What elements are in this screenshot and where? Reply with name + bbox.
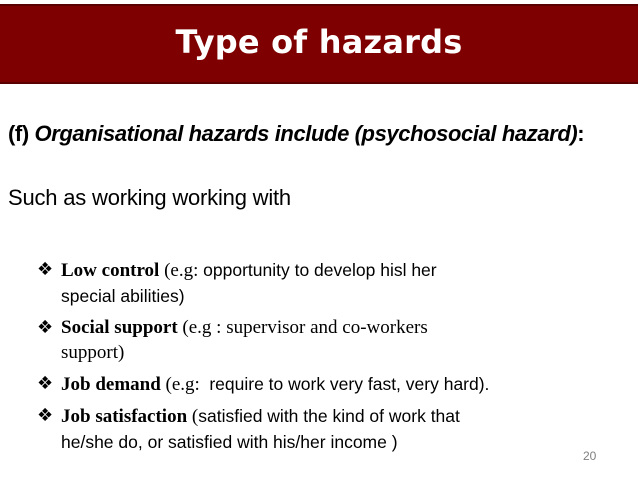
heading-prefix: (f): [8, 121, 35, 146]
bullet-text-line2: he/she do, or satisfied with his/her income ): [61, 432, 398, 452]
bullet-item-job-demand: [37, 372, 627, 398]
bullet-text-line1: (e.g : supervisor and co-workers: [177, 317, 428, 338]
bullet-text-line2: special abilities): [61, 286, 185, 306]
bullet-term: Job satisfaction: [61, 406, 188, 427]
slide-title: Type of hazards: [175, 23, 463, 61]
hazard-bullet-list: [37, 258, 627, 456]
diamond-arrow-bullet-icon: ❖: [37, 259, 54, 280]
diamond-arrow-bullet-icon: ❖: [37, 405, 54, 426]
heading-suffix: :: [577, 121, 585, 146]
bullet-item-job-satisfaction: [37, 404, 627, 456]
page-number: 20: [583, 449, 597, 463]
heading-italic-text: Organisational hazards include (psychosocial hazard): [34, 121, 578, 146]
bullet-text-line1: require to work very fast, very hard).: [209, 374, 490, 394]
bullet-paren-open: (e.g:: [160, 374, 210, 395]
bullet-paren-open: (e.g:: [159, 260, 204, 281]
intro-text: Such as working working with: [8, 185, 291, 210]
bullet-term: Job demand: [61, 374, 161, 395]
bullet-term: Social support: [61, 317, 178, 338]
title-bar: [0, 4, 638, 84]
bullet-item-social-support: [37, 316, 627, 366]
bullet-text-line2: support): [61, 342, 125, 363]
diamond-arrow-bullet-icon: ❖: [37, 317, 54, 338]
bullet-paren-open: (: [187, 406, 199, 427]
bullet-item-low-control: [37, 258, 627, 310]
bullet-term: Low control: [61, 260, 160, 281]
bullet-text-line1: satisfied with the kind of work that: [198, 406, 460, 426]
bullet-text-line1: opportunity to develop hisl her: [203, 260, 437, 280]
diamond-arrow-bullet-icon: ❖: [37, 373, 54, 394]
section-heading: [8, 119, 608, 148]
